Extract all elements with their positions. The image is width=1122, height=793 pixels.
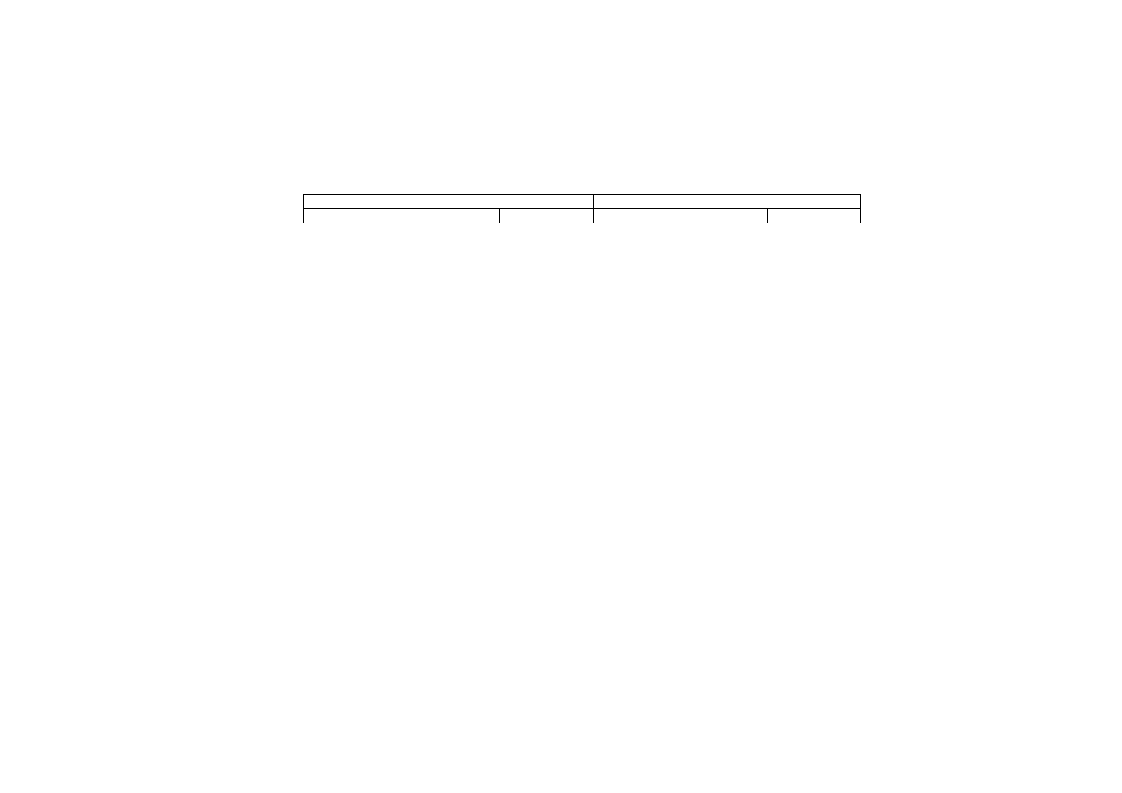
meta-row bbox=[303, 180, 861, 194]
note-row bbox=[303, 661, 861, 673]
column-header-row bbox=[303, 208, 861, 223]
department-label bbox=[303, 180, 499, 194]
form-code-row bbox=[303, 166, 861, 180]
table-note bbox=[303, 661, 861, 673]
fiscal-year bbox=[499, 180, 593, 194]
form-code bbox=[767, 166, 861, 180]
attachment-label bbox=[303, 126, 503, 138]
category-column-header bbox=[593, 208, 767, 223]
item-column-header bbox=[303, 208, 499, 223]
expenditure-amount-column-header bbox=[767, 208, 861, 223]
income-section-header bbox=[303, 194, 593, 208]
unit-label bbox=[767, 180, 861, 194]
income-amount-column-header bbox=[499, 208, 593, 223]
section-header-row bbox=[303, 194, 861, 208]
expenditure-section-header bbox=[593, 194, 861, 208]
attachment-row bbox=[303, 126, 861, 138]
